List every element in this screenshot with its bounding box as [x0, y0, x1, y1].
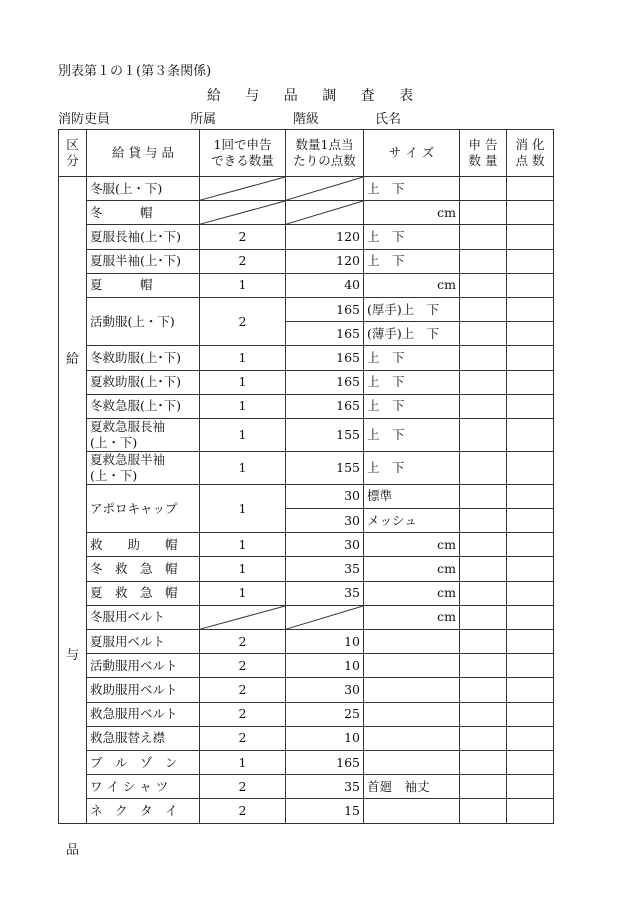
table-row: [59, 418, 554, 451]
table-row: [59, 557, 554, 581]
item-name: 冬救急服(上･下): [87, 394, 200, 418]
table-row: [59, 370, 554, 394]
item-name: 救急服替え襟: [87, 726, 200, 750]
header-category: 区 分: [59, 130, 87, 177]
size-cell: [364, 654, 460, 678]
points-cell: 10: [286, 726, 364, 750]
size-cell: cm: [364, 201, 460, 225]
declared-qty-cell[interactable]: [460, 509, 507, 533]
header-size: サ イ ズ: [364, 130, 460, 177]
table-row: [59, 249, 554, 273]
table-row: [59, 605, 554, 629]
qty-cell: 1: [200, 370, 286, 394]
consumed-points-cell[interactable]: [507, 702, 554, 726]
points-cell: 40: [286, 273, 364, 297]
size-cell: (厚手)上 下: [364, 297, 460, 321]
consumed-points-cell[interactable]: [507, 750, 554, 774]
declared-qty-cell[interactable]: [460, 297, 507, 321]
consumed-points-cell[interactable]: [507, 273, 554, 297]
qty-cell: 2: [200, 775, 286, 799]
qty-cell: 2: [200, 630, 286, 654]
size-cell: 標準: [364, 484, 460, 508]
qty-cell: 2: [200, 702, 286, 726]
qty-cell: 1: [200, 418, 286, 451]
consumed-points-cell[interactable]: [507, 451, 554, 484]
consumed-points-cell[interactable]: [507, 322, 554, 346]
qty-cell: 1: [200, 346, 286, 370]
declared-qty-cell[interactable]: [460, 581, 507, 605]
points-cell: 30: [286, 509, 364, 533]
table-row: [59, 273, 554, 297]
table-row: [59, 533, 554, 557]
declared-qty-cell[interactable]: [460, 678, 507, 702]
table-row: [59, 678, 554, 702]
qty-cell: 2: [200, 726, 286, 750]
table-row: [59, 702, 554, 726]
header-row: [59, 130, 554, 177]
size-cell: [364, 630, 460, 654]
table-row: [59, 581, 554, 605]
item-name: 冬 救 急 帽: [87, 557, 200, 581]
consumed-points-cell[interactable]: [507, 533, 554, 557]
consumed-points-cell[interactable]: [507, 799, 554, 823]
declared-qty-cell[interactable]: [460, 775, 507, 799]
qty-cell: 2: [200, 799, 286, 823]
table-row: [59, 297, 554, 321]
declared-qty-cell[interactable]: [460, 630, 507, 654]
consumed-points-cell[interactable]: [507, 557, 554, 581]
declared-qty-cell[interactable]: [460, 533, 507, 557]
points-cell-not-applicable: [286, 201, 364, 225]
declared-qty-cell[interactable]: [460, 346, 507, 370]
supply-survey-table: [58, 129, 554, 858]
table-row: [59, 225, 554, 249]
item-name: 冬服(上・下): [87, 177, 200, 201]
declared-qty-cell[interactable]: [460, 484, 507, 508]
qty-cell: 1: [200, 394, 286, 418]
item-name: ワ イ シ ャ ツ: [87, 775, 200, 799]
table-row: [59, 630, 554, 654]
points-cell: 165: [286, 394, 364, 418]
points-cell: 30: [286, 484, 364, 508]
qty-cell: 2: [200, 249, 286, 273]
table-row: [59, 451, 554, 484]
table-row: [59, 654, 554, 678]
qty-cell: 1: [200, 451, 286, 484]
item-name: 活動服用ベルト: [87, 654, 200, 678]
points-cell: 120: [286, 225, 364, 249]
consumed-points-cell[interactable]: [507, 201, 554, 225]
category-cell: [59, 177, 87, 858]
dept-label: 消防吏員: [58, 112, 111, 127]
size-cell: 上 下: [364, 225, 460, 249]
consumed-points-cell[interactable]: [507, 678, 554, 702]
consumed-points-cell[interactable]: [507, 775, 554, 799]
table-row: [59, 799, 554, 823]
consumed-points-cell[interactable]: [507, 726, 554, 750]
size-cell: [364, 678, 460, 702]
consumed-points-cell[interactable]: [507, 654, 554, 678]
points-cell: 25: [286, 702, 364, 726]
consumed-points-cell[interactable]: [507, 370, 554, 394]
item-name: 夏救急服長袖 (上・下): [87, 418, 200, 451]
item-name: 救急服用ベルト: [87, 702, 200, 726]
points-cell: 35: [286, 581, 364, 605]
points-cell: 35: [286, 775, 364, 799]
consumed-points-cell[interactable]: [507, 346, 554, 370]
consumed-points-cell[interactable]: [507, 249, 554, 273]
item-name: 冬 帽: [87, 201, 200, 225]
qty-cell-not-applicable: [200, 605, 286, 629]
category-char: 品: [65, 843, 79, 858]
points-cell: 120: [286, 249, 364, 273]
table-row: [59, 484, 554, 508]
declared-qty-cell[interactable]: [460, 418, 507, 451]
size-cell: [364, 702, 460, 726]
size-cell: cm: [364, 533, 460, 557]
item-name: 救 助 帽: [87, 533, 200, 557]
size-cell: 上 下: [364, 249, 460, 273]
declared-qty-cell[interactable]: [460, 201, 507, 225]
qty-cell: 1: [200, 533, 286, 557]
item-name: 夏 救 急 帽: [87, 581, 200, 605]
qty-cell: 2: [200, 678, 286, 702]
item-name: アポロキャップ: [87, 484, 200, 532]
points-cell-not-applicable: [286, 177, 364, 201]
name-label: 氏名: [375, 112, 402, 127]
table-row: [59, 201, 554, 225]
consumed-points-cell[interactable]: [507, 177, 554, 201]
consumed-points-cell[interactable]: [507, 418, 554, 451]
declared-qty-cell[interactable]: [460, 726, 507, 750]
points-cell: 15: [286, 799, 364, 823]
size-cell: cm: [364, 557, 460, 581]
size-cell: 上 下: [364, 418, 460, 451]
qty-cell: 2: [200, 297, 286, 345]
points-cell: 155: [286, 451, 364, 484]
points-cell: 165: [286, 297, 364, 321]
points-cell: 155: [286, 418, 364, 451]
header-declared: 申 告 数 量: [460, 130, 507, 177]
declared-qty-cell[interactable]: [460, 451, 507, 484]
declared-qty-cell[interactable]: [460, 557, 507, 581]
item-name: 夏救急服半袖 (上・下): [87, 451, 200, 484]
points-cell: 30: [286, 678, 364, 702]
item-name: 夏服半袖(上･下): [87, 249, 200, 273]
form-reference: 別表第１の１(第３条関係): [58, 64, 212, 79]
declared-qty-cell[interactable]: [460, 605, 507, 629]
declared-qty-cell[interactable]: [460, 370, 507, 394]
declared-qty-cell[interactable]: [460, 654, 507, 678]
points-cell: 165: [286, 750, 364, 774]
qty-cell: 1: [200, 557, 286, 581]
item-name: 冬救助服(上･下): [87, 346, 200, 370]
size-cell: 上 下: [364, 394, 460, 418]
item-name: ブ ル ゾ ン: [87, 750, 200, 774]
table-row: [59, 726, 554, 750]
size-cell: メッシュ: [364, 509, 460, 533]
points-cell: 35: [286, 557, 364, 581]
qty-cell: 1: [200, 581, 286, 605]
item-name: 夏 帽: [87, 273, 200, 297]
form-title: 給 与 品 調 査 表: [206, 88, 424, 104]
size-cell: [364, 799, 460, 823]
item-name: 救助服用ベルト: [87, 678, 200, 702]
affiliation-label: 所属: [190, 112, 217, 127]
qty-cell: 2: [200, 654, 286, 678]
table-row: [59, 775, 554, 799]
size-cell: [364, 750, 460, 774]
category-char: 給: [65, 352, 79, 367]
header-qty-per: 1回で申告 できる数量: [200, 130, 286, 177]
points-cell: 10: [286, 630, 364, 654]
consumed-points-cell[interactable]: [507, 581, 554, 605]
size-cell: 上 下: [364, 346, 460, 370]
declared-qty-cell[interactable]: [460, 273, 507, 297]
rank-label: 階級: [293, 112, 320, 127]
item-name: 冬服用ベルト: [87, 605, 200, 629]
qty-cell-not-applicable: [200, 177, 286, 201]
declared-qty-cell[interactable]: [460, 394, 507, 418]
declared-qty-cell[interactable]: [460, 799, 507, 823]
table-row: [59, 346, 554, 370]
points-cell: 30: [286, 533, 364, 557]
qty-cell: 2: [200, 225, 286, 249]
consumed-points-cell[interactable]: [507, 225, 554, 249]
declared-qty-cell[interactable]: [460, 750, 507, 774]
points-cell: 165: [286, 370, 364, 394]
points-cell: 165: [286, 322, 364, 346]
qty-cell: 1: [200, 750, 286, 774]
item-name: 夏服長袖(上･下): [87, 225, 200, 249]
qty-cell: 1: [200, 484, 286, 532]
table-row: [59, 177, 554, 201]
item-name: 活動服(上・下): [87, 297, 200, 345]
size-cell: cm: [364, 581, 460, 605]
size-cell: (薄手)上 下: [364, 322, 460, 346]
consumed-points-cell[interactable]: [507, 484, 554, 508]
declared-qty-cell[interactable]: [460, 702, 507, 726]
category-char: 与: [65, 648, 79, 663]
consumed-points-cell[interactable]: [507, 394, 554, 418]
size-cell: 上 下: [364, 370, 460, 394]
points-cell-not-applicable: [286, 605, 364, 629]
header-consumed: 消 化 点 数: [507, 130, 554, 177]
size-cell: 上 下: [364, 177, 460, 201]
qty-cell: 1: [200, 273, 286, 297]
points-cell: 165: [286, 346, 364, 370]
declared-qty-cell[interactable]: [460, 177, 507, 201]
size-cell: cm: [364, 605, 460, 629]
declared-qty-cell[interactable]: [460, 249, 507, 273]
table-row: [59, 394, 554, 418]
header-item: 給 貸 与 品: [87, 130, 200, 177]
size-cell: 首廻 袖丈: [364, 775, 460, 799]
item-name: ネ ク タ イ: [87, 799, 200, 823]
table-row: [59, 750, 554, 774]
declared-qty-cell[interactable]: [460, 322, 507, 346]
consumed-points-cell[interactable]: [507, 630, 554, 654]
consumed-points-cell[interactable]: [507, 509, 554, 533]
size-cell: cm: [364, 273, 460, 297]
points-cell: 10: [286, 654, 364, 678]
consumed-points-cell[interactable]: [507, 605, 554, 629]
header-points-per: 数量1点当 たりの点数: [286, 130, 364, 177]
size-cell: [364, 726, 460, 750]
size-cell: 上 下: [364, 451, 460, 484]
declared-qty-cell[interactable]: [460, 225, 507, 249]
item-name: 夏服用ベルト: [87, 630, 200, 654]
consumed-points-cell[interactable]: [507, 297, 554, 321]
item-name: 夏救助服(上･下): [87, 370, 200, 394]
qty-cell-not-applicable: [200, 201, 286, 225]
